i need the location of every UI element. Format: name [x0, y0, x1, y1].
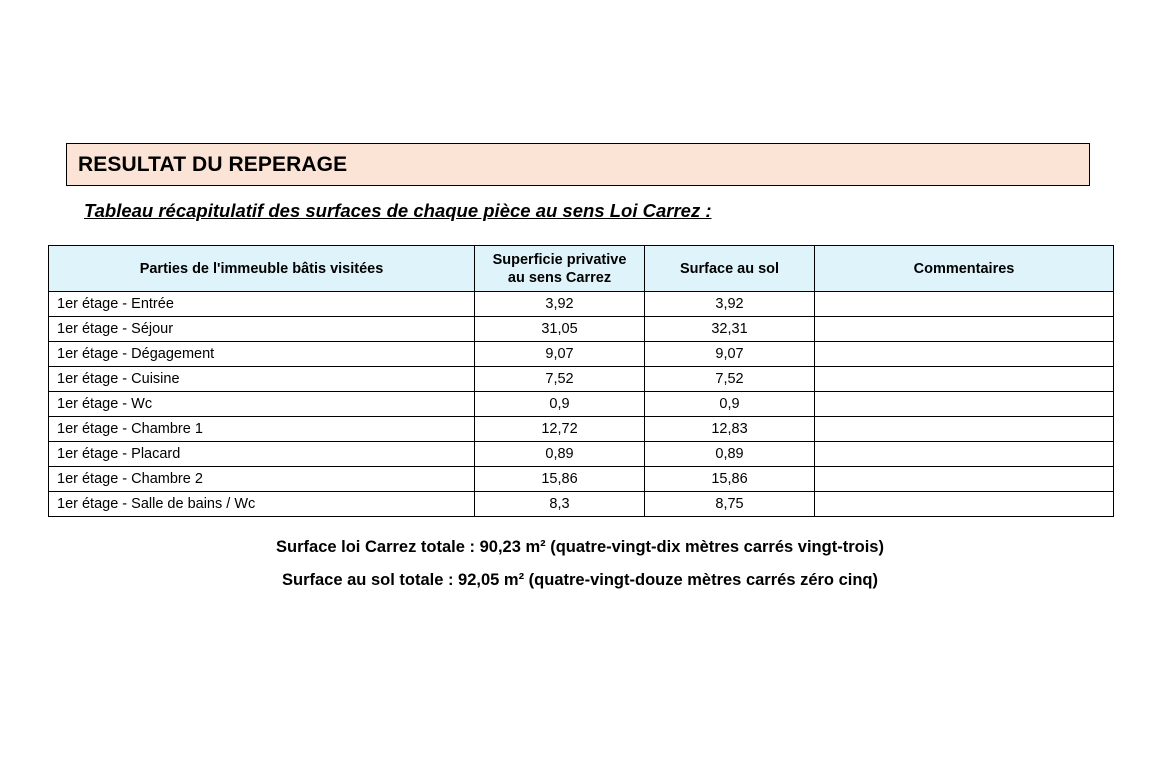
table-row: [49, 442, 1114, 467]
room-name: 1er étage - Chambre 1: [49, 417, 475, 442]
carrez-value: 31,05: [475, 317, 645, 342]
room-name: 1er étage - Séjour: [49, 317, 475, 342]
carrez-value: 9,07: [475, 342, 645, 367]
floor-value: 3,92: [645, 292, 815, 317]
comment-cell: [815, 492, 1114, 517]
header-carrez-line2: au sens Carrez: [507, 269, 612, 286]
comment-cell: [815, 467, 1114, 492]
carrez-value: 7,52: [475, 367, 645, 392]
carrez-value: 12,72: [475, 417, 645, 442]
floor-value: 32,31: [645, 317, 815, 342]
floor-value: 0,9: [645, 392, 815, 417]
table-row: [49, 392, 1114, 417]
floor-value: 12,83: [645, 417, 815, 442]
comment-cell: [815, 342, 1114, 367]
carrez-value: 0,89: [475, 442, 645, 467]
room-name: 1er étage - Dégagement: [49, 342, 475, 367]
room-name: 1er étage - Wc: [49, 392, 475, 417]
room-name: 1er étage - Entrée: [49, 292, 475, 317]
carrez-total: Surface loi Carrez totale : 90,23 m² (quatre-vingt-dix mètres carrés vingt-trois): [276, 538, 884, 556]
header-floor-area: [645, 246, 815, 292]
floor-value: 7,52: [645, 367, 815, 392]
surfaces-table: [48, 245, 1114, 517]
floor-value: 8,75: [645, 492, 815, 517]
header-carrez-line1: Superficie privative: [492, 251, 627, 268]
table-row: [49, 292, 1114, 317]
table-row: [49, 492, 1114, 517]
room-name: 1er étage - Chambre 2: [49, 467, 475, 492]
table-subtitle: Tableau récapitulatif des surfaces de chaque pièce au sens Loi Carrez :: [84, 200, 712, 221]
carrez-value: 0,9: [475, 392, 645, 417]
floor-value: 9,07: [645, 342, 815, 367]
header-carrez: [475, 246, 645, 292]
room-name: 1er étage - Cuisine: [49, 367, 475, 392]
comment-cell: [815, 442, 1114, 467]
header-floor-label: Surface au sol: [679, 260, 780, 277]
table-row: [49, 342, 1114, 367]
header-comments: [815, 246, 1114, 292]
section-header: [66, 143, 1090, 186]
carrez-value: 8,3: [475, 492, 645, 517]
room-name: 1er étage - Placard: [49, 442, 475, 467]
table-row: [49, 367, 1114, 392]
carrez-value: 15,86: [475, 467, 645, 492]
comment-cell: [815, 317, 1114, 342]
floor-value: 15,86: [645, 467, 815, 492]
comment-cell: [815, 292, 1114, 317]
table-row: [49, 417, 1114, 442]
header-room-label: Parties de l'immeuble bâtis visitées: [139, 260, 384, 277]
comment-cell: [815, 367, 1114, 392]
table-row: [49, 317, 1114, 342]
comment-cell: [815, 417, 1114, 442]
table-header-row: [49, 246, 1114, 292]
floor-value: 0,89: [645, 442, 815, 467]
header-comments-label: Commentaires: [913, 260, 1015, 277]
comment-cell: [815, 392, 1114, 417]
carrez-value: 3,92: [475, 292, 645, 317]
table-row: [49, 467, 1114, 492]
floor-area-total: Surface au sol totale : 92,05 m² (quatre-vingt-douze mètres carrés zéro cinq): [282, 571, 878, 589]
room-name: 1er étage - Salle de bains / Wc: [49, 492, 475, 517]
header-room: [49, 246, 475, 292]
section-title: RESULTAT DU REPERAGE: [78, 152, 348, 176]
